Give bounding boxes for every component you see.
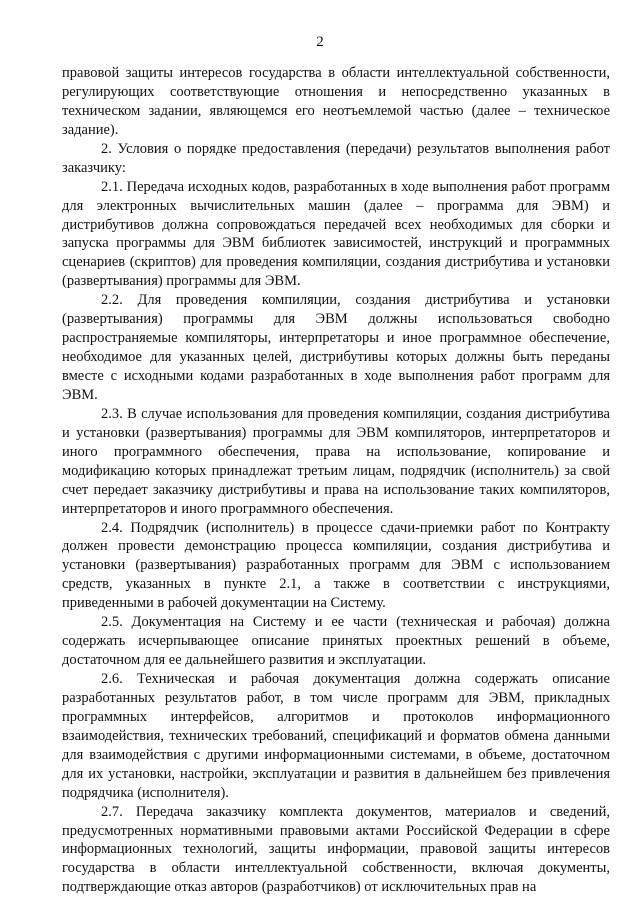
clause-2-2: 2.2. Для проведения компиляции, создания дистрибутива и установки (развертывания) программы для ЭВМ должны использоваться свободно распространяемые компиляторы, интерпретаторы и иное программное обеспечение, необходимое для указанных целей, дистрибутивы которых должны быть переданы вместе с исходными кодами разработанных в ходе выполнения работ программ для ЭВМ. xyxy=(62,292,610,403)
clause-2-6: 2.6. Техническая и рабочая документация должна содержать описание разработанных результатов работ, в том числе программ для ЭВМ, прикладных программных интерфейсов, алгоритмов и протоколов информационного взаимодействия, технических требований, спецификаций и форматов обмена данными для взаимодействия с другими информационными системами, в объеме, достаточном для их установки, настройки, эксплуатации и развития в дальнейшем без привлечения подрядчика (исполнителя). xyxy=(62,671,610,801)
clause-2-4: 2.4. Подрядчик (исполнитель) в процессе сдачи-приемки работ по Контракту должен провести демонстрацию процесса компиляции, создания дистрибутива и установки (развертывания) разработанных программ для ЭВМ с использованием средств, указанных в пункте 2.1, а также в соответствии с инструкциями, приведенными в рабочей документации на Систему. xyxy=(62,519,610,612)
clause-2-3: 2.3. В случае использования для проведения компиляции, создания дистрибутива и установки (развертывания) программы для ЭВМ компиляторов, интерпретаторов и иного программного обеспечения, права на использование, копирование и модификацию которых принадлежат третьим лицам, подрядчик (исполнитель) за свой счет передает заказчику дистрибутивы и права на использование таких компиляторов, интерпретаторов и иного программного обеспечения. xyxy=(62,405,610,517)
clause-2-7: 2.7. Передача заказчику комплекта документов, материалов и сведений, предусмотренных нормативными правовыми актами Российской Федерации в сфере информационных технологий, защиты информации, правовой защиты интересов государства в области интеллектуальной собственности, включая документы, подтверждающие отказ авторов (разработчиков) от исключительных прав на xyxy=(62,803,610,896)
clause-2-5: 2.5. Документация на Систему и ее части (техническая и рабочая) должна содержать исчерпывающее описание принятых проектных решений в объеме, достаточном для ее дальнейшего развития и эксплуатации. xyxy=(62,614,610,669)
document-body xyxy=(62,64,610,897)
section-heading-2: 2. Условия о порядке предоставления (передачи) результатов выполнения работ заказчику: xyxy=(62,140,610,176)
paragraph-continuation: правовой защиты интересов государства в области интеллектуальной собственности, регулирующих соответствующие отношения и непосредственно указанных в техническом задании, являющемся его неотъемлемой частью (далее – техническое задание). xyxy=(62,65,610,138)
clause-2-1: 2.1. Передача исходных кодов, разработанных в ходе выполнения работ программ для электронных вычислительных машин (далее – программа для ЭВМ) и дистрибутивов должна сопровождаться передачей всех необходимых для сборки и запуска программы для ЭВМ библиотек зависимостей, инструкций и программных сценариев (скриптов) для проведения компиляции, создания дистрибутива и установки (развертывания) программы для ЭВМ. xyxy=(62,178,610,290)
page-number: 2 xyxy=(316,34,324,50)
